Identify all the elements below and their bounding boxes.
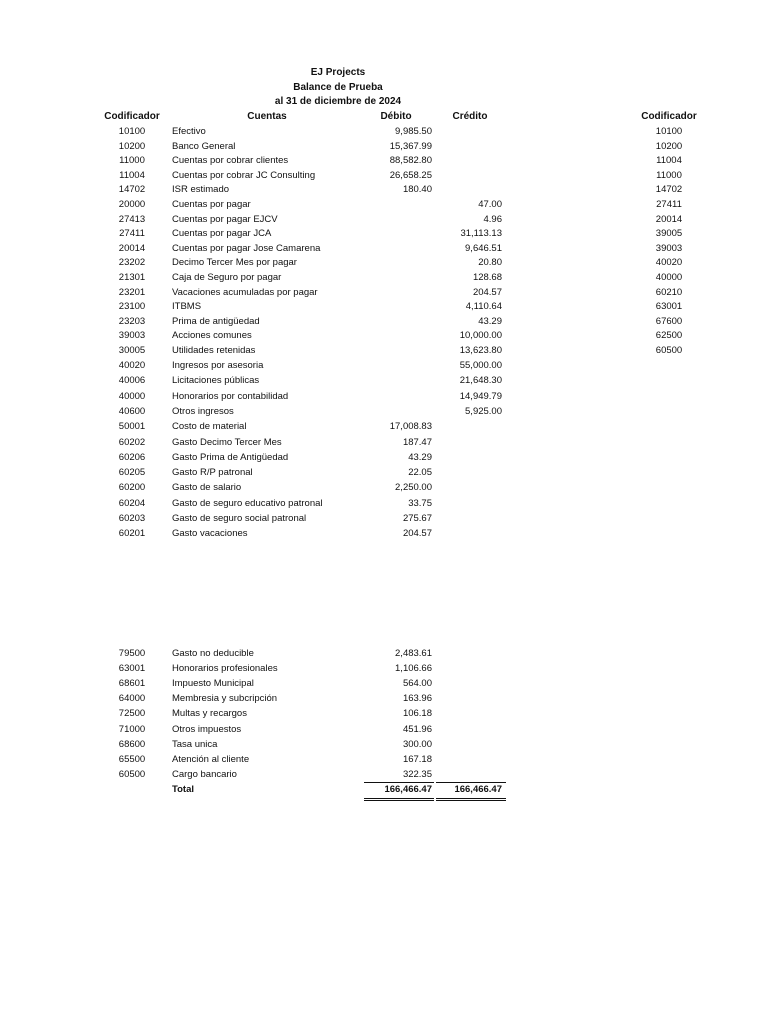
table-row bbox=[0, 481, 768, 495]
account-code: 10200 bbox=[118, 140, 146, 152]
total-bottom-rule-credit bbox=[436, 798, 506, 801]
account-code: 40020 bbox=[118, 360, 146, 371]
table-row bbox=[0, 692, 768, 706]
debit-amount: 275.67 bbox=[402, 513, 432, 524]
account-name: Costo de material bbox=[172, 421, 247, 433]
credit-amount: 128.68 bbox=[472, 272, 502, 283]
table-row bbox=[0, 738, 768, 752]
account-name: Membresia y subcripción bbox=[172, 693, 278, 705]
account-code: 40600 bbox=[118, 405, 146, 417]
account-name: Acciones comunes bbox=[172, 330, 252, 342]
credit-amount: 55,000.00 bbox=[459, 360, 502, 371]
account-code: 60204 bbox=[118, 497, 146, 509]
col-debit-header: Débito bbox=[380, 111, 412, 122]
account-name: Decimo Tercer Mes por pagar bbox=[172, 257, 297, 269]
debit-amount: 163.96 bbox=[402, 693, 432, 705]
account-name: Gasto R/P patronal bbox=[172, 467, 253, 479]
account-code: 27411 bbox=[119, 228, 145, 240]
account-code: 60202 bbox=[118, 436, 146, 448]
debit-amount: 9,985.50 bbox=[395, 126, 432, 137]
table-row bbox=[0, 768, 768, 782]
account-name: Cuentas por cobrar JC Consulting bbox=[172, 169, 316, 181]
account-code: 68601 bbox=[118, 678, 146, 690]
total-top-rule-debit bbox=[364, 782, 434, 783]
account-code: 27413 bbox=[118, 213, 146, 225]
account-name: Vacaciones acumuladas por pagar bbox=[172, 286, 318, 298]
credit-amount: 20.80 bbox=[478, 257, 502, 269]
account-code: 65500 bbox=[118, 753, 146, 765]
account-code: 68600 bbox=[118, 738, 146, 750]
table-row bbox=[0, 497, 768, 511]
account-code: 40000 bbox=[118, 390, 146, 402]
credit-amount: 4,110.64 bbox=[465, 301, 502, 313]
account-name: Gasto de seguro educativo patronal bbox=[172, 497, 323, 509]
account-code: 23100 bbox=[118, 301, 146, 313]
account-code: 50001 bbox=[118, 421, 146, 433]
account-code: 30005 bbox=[118, 345, 146, 356]
table-row bbox=[0, 647, 768, 661]
account-name: ISR estimado bbox=[172, 184, 230, 196]
account-code: 11004 bbox=[119, 169, 145, 181]
right-code-item: 10100 bbox=[655, 126, 683, 137]
total-label: Total bbox=[172, 784, 194, 795]
account-name: Prima de antigüedad bbox=[172, 315, 260, 327]
debit-amount: 106.18 bbox=[402, 708, 432, 720]
right-code-item: 67600 bbox=[655, 315, 683, 327]
right-code-item: 10200 bbox=[655, 140, 683, 152]
debit-amount: 2,250.00 bbox=[395, 482, 432, 494]
col-code-header: Codificador bbox=[104, 111, 160, 122]
table-row bbox=[0, 662, 768, 676]
account-name: Caja de Seguro por pagar bbox=[172, 272, 282, 283]
account-name: Ingresos por asesoria bbox=[172, 360, 264, 371]
table-row bbox=[0, 677, 768, 691]
debit-amount: 17,008.83 bbox=[389, 421, 432, 433]
account-name: Otros ingresos bbox=[172, 405, 234, 417]
debit-amount: 33.75 bbox=[408, 497, 432, 509]
debit-amount: 26,658.25 bbox=[389, 169, 432, 181]
account-name: Tasa unica bbox=[172, 738, 218, 750]
account-code: 20000 bbox=[118, 199, 146, 210]
account-name: Gasto Prima de Antigüedad bbox=[172, 451, 289, 463]
debit-amount: 180.40 bbox=[402, 184, 432, 196]
credit-amount: 14,949.79 bbox=[459, 390, 502, 402]
account-name: Gasto vacaciones bbox=[172, 528, 248, 540]
right-code-item: 39005 bbox=[655, 228, 683, 240]
table-row bbox=[0, 405, 768, 419]
right-code-item: 14702 bbox=[655, 184, 683, 196]
debit-amount: 1,106.66 bbox=[395, 663, 432, 675]
account-code: 64000 bbox=[118, 693, 146, 705]
col-code-right-header: Codificador bbox=[641, 111, 697, 122]
account-code: 60500 bbox=[118, 768, 146, 780]
account-name: Multas y recargos bbox=[172, 708, 247, 720]
account-name: Atención al cliente bbox=[172, 753, 250, 765]
credit-amount: 204.57 bbox=[472, 286, 502, 298]
total-top-rule-credit bbox=[436, 782, 506, 783]
account-name: Cuentas por pagar EJCV bbox=[172, 213, 278, 225]
account-code: 60201 bbox=[118, 528, 146, 540]
col-account-header: Cuentas bbox=[247, 111, 287, 122]
table-row bbox=[0, 527, 768, 541]
account-name: ITBMS bbox=[172, 301, 202, 313]
account-name: Otros impuestos bbox=[172, 723, 242, 735]
account-name: Honorarios profesionales bbox=[172, 663, 278, 675]
account-name: Banco General bbox=[172, 140, 236, 152]
account-code: 60206 bbox=[118, 451, 146, 463]
right-code-item: 63001 bbox=[655, 301, 683, 313]
right-code-item: 60210 bbox=[655, 286, 683, 298]
debit-amount: 43.29 bbox=[408, 451, 432, 463]
debit-amount: 204.57 bbox=[402, 528, 432, 540]
table-row bbox=[0, 390, 768, 404]
account-code: 40006 bbox=[118, 375, 146, 387]
debit-amount: 22.05 bbox=[408, 467, 432, 479]
debit-amount: 187.47 bbox=[402, 436, 432, 448]
right-code-item: 20014 bbox=[655, 213, 683, 225]
company-name: EJ Projects bbox=[310, 67, 366, 78]
total-bottom-rule-debit bbox=[364, 798, 434, 801]
account-code: 20014 bbox=[118, 242, 146, 254]
debit-amount: 88,582.80 bbox=[389, 155, 432, 167]
table-row bbox=[0, 512, 768, 526]
account-name: Utilidades retenidas bbox=[172, 345, 256, 356]
table-row bbox=[0, 359, 768, 373]
account-name: Cuentas por pagar JCA bbox=[172, 228, 272, 240]
col-credit-header: Crédito bbox=[452, 111, 488, 122]
account-code: 72500 bbox=[118, 708, 146, 720]
account-code: 39003 bbox=[118, 330, 146, 342]
debit-amount: 564.00 bbox=[402, 678, 432, 690]
account-code: 21301 bbox=[118, 272, 146, 283]
debit-amount: 322.35 bbox=[402, 768, 432, 780]
account-code: 60200 bbox=[118, 482, 146, 494]
table-row bbox=[0, 451, 768, 465]
credit-amount: 43.29 bbox=[478, 315, 502, 327]
account-code: 79500 bbox=[118, 648, 146, 659]
credit-amount: 13,623.80 bbox=[459, 345, 502, 356]
right-code-item: 27411 bbox=[656, 199, 682, 210]
debit-amount: 451.96 bbox=[402, 723, 432, 735]
account-code: 14702 bbox=[118, 184, 146, 196]
right-code-item: 40020 bbox=[655, 257, 683, 269]
debit-amount: 300.00 bbox=[402, 738, 432, 750]
account-code: 23202 bbox=[118, 257, 146, 269]
credit-amount: 5,925.00 bbox=[465, 405, 502, 417]
right-code-item: 39003 bbox=[655, 242, 683, 254]
account-name: Cargo bancario bbox=[172, 768, 237, 780]
credit-amount: 31,113.13 bbox=[460, 228, 502, 240]
total-debit: 166,466.47 bbox=[384, 784, 432, 795]
debit-amount: 15,367.99 bbox=[389, 140, 432, 152]
account-code: 11000 bbox=[119, 155, 145, 167]
account-name: Gasto no deducible bbox=[172, 648, 254, 659]
account-code: 60203 bbox=[118, 513, 146, 524]
account-name: Cuentas por pagar Jose Camarena bbox=[172, 242, 321, 254]
right-code-item: 62500 bbox=[655, 330, 683, 342]
table-row bbox=[0, 466, 768, 480]
table-row bbox=[0, 420, 768, 434]
account-name: Cuentas por pagar bbox=[172, 199, 251, 210]
credit-amount: 47.00 bbox=[478, 199, 502, 210]
account-name: Gasto de salario bbox=[172, 482, 242, 494]
account-name: Gasto Decimo Tercer Mes bbox=[172, 436, 282, 448]
right-code-item: 11000 bbox=[656, 169, 682, 181]
account-name: Impuesto Municipal bbox=[172, 678, 254, 690]
report-date: al 31 de diciembre de 2024 bbox=[274, 96, 402, 107]
account-name: Honorarios por contabilidad bbox=[172, 390, 289, 402]
total-credit: 166,466.47 bbox=[454, 784, 502, 795]
account-code: 60205 bbox=[118, 467, 146, 479]
account-name: Licitaciones públicas bbox=[172, 375, 260, 387]
credit-amount: 21,648.30 bbox=[459, 375, 502, 387]
account-code: 23203 bbox=[118, 315, 146, 327]
debit-amount: 167.18 bbox=[402, 753, 432, 765]
right-code-item: 11004 bbox=[656, 155, 682, 167]
right-code-item: 40000 bbox=[655, 272, 683, 283]
account-code: 71000 bbox=[118, 723, 146, 735]
credit-amount: 10,000.00 bbox=[459, 330, 502, 342]
table-row bbox=[0, 707, 768, 721]
table-row bbox=[0, 436, 768, 450]
report-title: Balance de Prueba bbox=[293, 82, 383, 93]
account-name: Gasto de seguro social patronal bbox=[172, 513, 307, 524]
account-code: 63001 bbox=[118, 663, 146, 675]
total-row bbox=[0, 783, 768, 797]
table-row bbox=[0, 374, 768, 388]
credit-amount: 4.96 bbox=[483, 213, 502, 225]
account-name: Cuentas por cobrar clientes bbox=[172, 155, 289, 167]
account-code: 10100 bbox=[118, 126, 146, 137]
table-row bbox=[0, 753, 768, 767]
table-row bbox=[0, 723, 768, 737]
account-code: 23201 bbox=[118, 286, 146, 298]
debit-amount: 2,483.61 bbox=[395, 648, 432, 659]
credit-amount: 9,646.51 bbox=[465, 242, 502, 254]
right-code-item: 60500 bbox=[655, 345, 683, 356]
account-name: Efectivo bbox=[172, 126, 206, 137]
